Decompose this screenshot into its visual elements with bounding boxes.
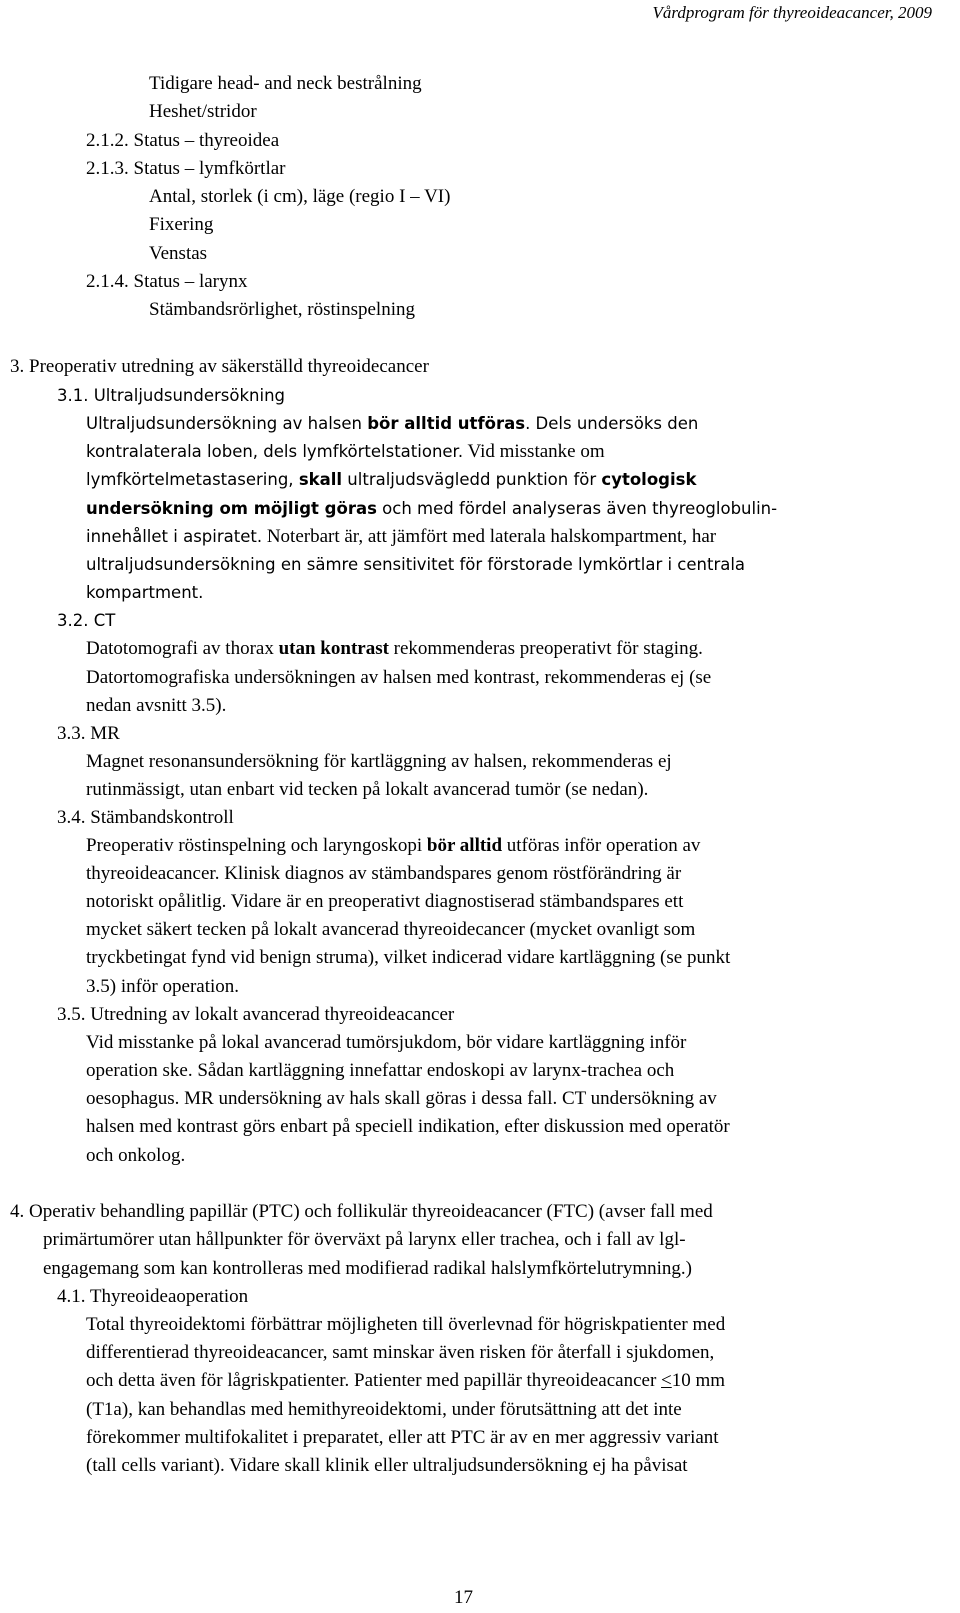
text-line (57, 384, 285, 408)
text-line (149, 185, 450, 209)
text-run: 3.2. CT (57, 611, 116, 630)
text-line (57, 1285, 248, 1309)
bold-text: skall (298, 470, 343, 489)
text-run: 3.4. Stämbandskontroll (57, 807, 234, 828)
text-run: (tall cells variant). Vidare skall klinik eller ultraljudsundersökning ej ha påvisat (86, 1455, 688, 1476)
text-run: . Dels undersöks den (525, 414, 699, 433)
text-run: Total thyreoidektomi förbättrar möjligheten till överlevnad för högriskpatienter med (86, 1314, 726, 1335)
text-run: Preoperativ röstinspelning och laryngoskopi (86, 835, 427, 856)
text-line (86, 157, 285, 181)
text-run: Antal, storlek (i cm), läge (regio I – VI) (149, 186, 451, 207)
text-run: Ultraljudsundersökning av halsen (86, 414, 368, 433)
text-line (86, 1313, 725, 1337)
text-run: 2.1.3. Status – lymfkörtlar (86, 158, 286, 179)
text-run: kompartment. (86, 583, 204, 602)
text-run: mycket säkert tecken på lokalt avancerad thyreoidecancer (mycket ovanligt som (86, 919, 696, 940)
text-run: och med fördel analyseras även thyreoglobulin- (376, 499, 778, 518)
text-run: 3.5) inför operation. (86, 976, 240, 997)
text-run: rutinmässigt, utan enbart vid tecken på lokalt avancerad tumör (se nedan). (86, 779, 649, 800)
bold-text: bör alltid (426, 835, 503, 856)
text-line (57, 722, 120, 746)
text-line (149, 298, 415, 322)
text-run: engagemang som kan kontrolleras med modifierad radikal halslymfkörtelutrymning.) (43, 1258, 692, 1279)
text-line (43, 1257, 692, 1281)
text-run: 3. Preoperativ utredning av säkerställd thyreoidecancer (10, 356, 429, 377)
text-line (86, 525, 716, 549)
text-line (86, 1087, 717, 1111)
text-run: Vid misstanke på lokal avancerad tumörsjukdom, bör vidare kartläggning inför (86, 1032, 687, 1053)
text-run: 3.1. Ultraljudsundersökning (57, 386, 285, 405)
text-line (149, 242, 207, 266)
text-run: utföras inför operation av (502, 835, 701, 856)
text-run: 3.3. MR (57, 723, 120, 744)
text-line (86, 129, 279, 153)
text-run: differentierad thyreoideacancer, samt minskar även risken för återfall i sjukdomen, (86, 1342, 715, 1363)
text-line (86, 694, 226, 718)
text-line (149, 100, 257, 124)
text-line (86, 1115, 730, 1139)
text-run: operation ske. Sådan kartläggning innefattar endoskopi av larynx-trachea och (86, 1060, 675, 1081)
text-run: notoriskt opålitlig. Vidare är en preoperativt diagnostiserad stämbandspares ett (86, 891, 684, 912)
text-run: Stämbandsrörlighet, röstinspelning (149, 299, 415, 320)
text-run: kontralaterala loben, dels lymfkörtelstationer. (86, 442, 464, 461)
bold-text: bör alltid utföras (367, 414, 526, 433)
running-header: Vårdprogram för thyreoideacancer, 2009 (652, 3, 932, 22)
text-run: Venstas (149, 243, 208, 264)
text-run: och onkolog. (86, 1145, 186, 1166)
text-line (149, 213, 213, 237)
text-run: oesophagus. MR undersökning av hals skall göras i dessa fall. CT undersökning av (86, 1088, 717, 1109)
text-line (86, 862, 681, 886)
text-line (86, 1031, 686, 1055)
text-line (86, 890, 683, 914)
text-line (10, 1200, 713, 1224)
text-run: och detta även för lågriskpatienter. Patienter med papillär thyreoideacancer (86, 1370, 662, 1391)
text-run: Vid misstanke om (463, 441, 605, 462)
text-run: Heshet/stridor (149, 101, 257, 122)
text-run: thyreoideacancer. Klinisk diagnos av stämbandspares genom röstförändring är (86, 863, 682, 884)
text-run: 4. Operativ behandling papillär (PTC) och follikulär thyreoideacancer (FTC) (avser fall med (10, 1201, 713, 1222)
text-line (86, 497, 777, 521)
text-run: 2.1.2. Status – thyreoidea (86, 130, 280, 151)
text-run: halsen med kontrast görs enbart på speciell indikation, efter diskussion med operatör (86, 1116, 730, 1137)
text-line (86, 778, 648, 802)
text-line (86, 750, 672, 774)
text-line (86, 666, 711, 690)
text-run: (T1a), kan behandlas med hemithyreoidektomi, under förutsättning att det inte (86, 1399, 682, 1420)
text-run: Datortomografiska undersökningen av halsen med kontrast, rekommenderas ej (se (86, 667, 712, 688)
text-run: 4.1. Thyreoideaoperation (57, 1286, 249, 1307)
text-line (86, 1059, 674, 1083)
bold-text: undersökning om möjligt göras (86, 499, 377, 518)
text-line (86, 834, 700, 858)
text-line (86, 553, 745, 577)
text-line (86, 1398, 682, 1422)
text-run: ultraljudsvägledd punktion för (342, 470, 602, 489)
text-run: 3.5. Utredning av lokalt avancerad thyreoideacancer (57, 1004, 455, 1025)
text-line (149, 72, 422, 96)
text-line (86, 637, 703, 661)
text-line (86, 1454, 688, 1478)
text-run: 2.1.4. Status – larynx (86, 271, 248, 292)
text-line (86, 412, 698, 436)
text-run: < (661, 1370, 672, 1391)
text-line (57, 806, 234, 830)
text-line (86, 918, 695, 942)
text-run: Fixering (149, 214, 214, 235)
text-run: Noterbart är, att jämfört med laterala halskompartment, har (262, 526, 717, 547)
text-run: 10 mm (671, 1370, 726, 1391)
text-line (86, 1144, 185, 1168)
text-line (57, 1003, 454, 1027)
text-run: primärtumörer utan hållpunkter för överväxt på larynx eller trachea, och i fall av lgl- (43, 1229, 686, 1250)
text-run: tryckbetingat fynd vid benign struma), vilket indicerad vidare kartläggning (se punkt (86, 947, 731, 968)
text-run: nedan avsnitt 3.5). (86, 695, 227, 716)
text-run: Datotomografi av thorax (86, 638, 279, 659)
text-line (86, 270, 248, 294)
text-line (10, 355, 429, 379)
text-run: rekommenderas preoperativt för staging. (388, 638, 703, 659)
text-run: innehållet i aspiratet. (86, 527, 263, 546)
text-run: ultraljudsundersökning en sämre sensitivitet för förstorade lymkörtlar i centrala (86, 555, 746, 574)
text-run: Magnet resonansundersökning för kartläggning av halsen, rekommenderas ej (86, 751, 672, 772)
page-number: 17 (454, 1587, 473, 1608)
text-line (86, 440, 605, 464)
text-line (43, 1228, 686, 1252)
bold-text: cytologisk (601, 470, 697, 489)
text-run: förekommer multifokalitet i preparatet, eller att PTC är av en mer aggressiv variant (86, 1427, 719, 1448)
text-line (57, 609, 115, 633)
text-line (86, 468, 696, 492)
text-run: lymfkörtelmetastasering, (86, 470, 299, 489)
text-line (86, 1426, 719, 1450)
text-run: Tidigare head- and neck bestrålning (149, 73, 422, 94)
bold-text: utan kontrast (278, 638, 389, 659)
text-line (86, 946, 730, 970)
text-line (86, 1369, 725, 1393)
text-line (86, 1341, 714, 1365)
text-line (86, 581, 203, 605)
text-line (86, 975, 239, 999)
